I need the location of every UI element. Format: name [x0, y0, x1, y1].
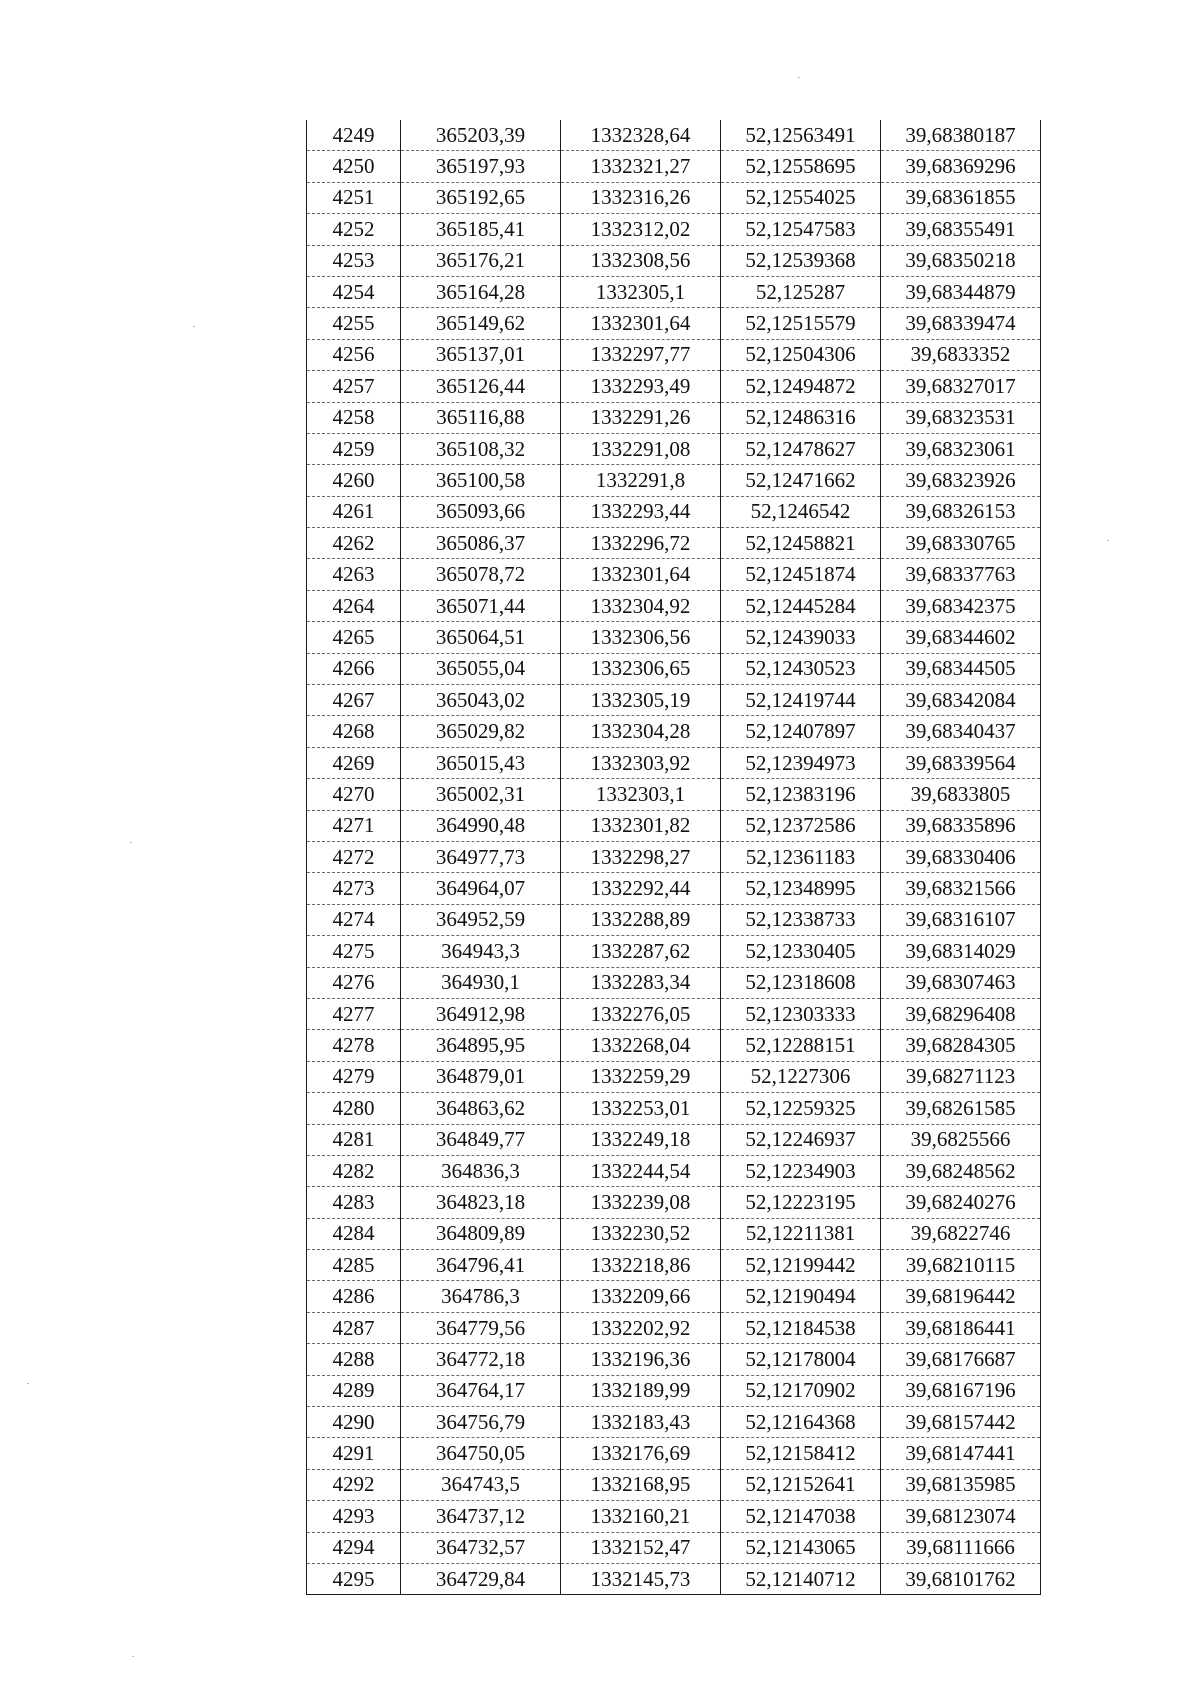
y-coordinate-cell: 1332312,02	[561, 214, 721, 245]
longitude-cell: 39,68123074	[881, 1501, 1041, 1532]
x-coordinate-cell: 364786,3	[401, 1281, 561, 1312]
longitude-cell: 39,68323531	[881, 402, 1041, 433]
longitude-cell: 39,68330765	[881, 528, 1041, 559]
y-coordinate-cell: 1332230,52	[561, 1218, 721, 1249]
longitude-cell: 39,68314029	[881, 936, 1041, 967]
point-number-cell: 4290	[307, 1407, 401, 1438]
x-coordinate-cell: 364809,89	[401, 1218, 561, 1249]
point-number-cell: 4264	[307, 590, 401, 621]
longitude-cell: 39,68339474	[881, 308, 1041, 339]
point-number-cell: 4255	[307, 308, 401, 339]
y-coordinate-cell: 1332303,1	[561, 779, 721, 810]
y-coordinate-cell: 1332253,01	[561, 1093, 721, 1124]
point-number-cell: 4251	[307, 182, 401, 213]
x-coordinate-cell: 364772,18	[401, 1344, 561, 1375]
x-coordinate-cell: 365100,58	[401, 465, 561, 496]
latitude-cell: 52,12558695	[721, 151, 881, 182]
x-coordinate-cell: 365086,37	[401, 528, 561, 559]
point-number-cell: 4284	[307, 1218, 401, 1249]
y-coordinate-cell: 1332196,36	[561, 1344, 721, 1375]
latitude-cell: 52,12140712	[721, 1563, 881, 1594]
longitude-cell: 39,68316107	[881, 904, 1041, 935]
table-row	[307, 528, 1041, 559]
x-coordinate-cell: 364836,3	[401, 1155, 561, 1186]
x-coordinate-cell: 365055,04	[401, 653, 561, 684]
y-coordinate-cell: 1332288,89	[561, 904, 721, 935]
latitude-cell: 52,12494872	[721, 371, 881, 402]
y-coordinate-cell: 1332321,27	[561, 151, 721, 182]
x-coordinate-cell: 365029,82	[401, 716, 561, 747]
y-coordinate-cell: 1332305,19	[561, 685, 721, 716]
longitude-cell: 39,6825566	[881, 1124, 1041, 1155]
point-number-cell: 4262	[307, 528, 401, 559]
table-row	[307, 245, 1041, 276]
latitude-cell: 52,12234903	[721, 1155, 881, 1186]
table-row	[307, 1563, 1041, 1594]
table-row	[307, 1250, 1041, 1281]
table-row	[307, 182, 1041, 213]
scan-speck	[798, 77, 800, 78]
y-coordinate-cell: 1332209,66	[561, 1281, 721, 1312]
y-coordinate-cell: 1332259,29	[561, 1061, 721, 1092]
longitude-cell: 39,68344505	[881, 653, 1041, 684]
x-coordinate-cell: 364823,18	[401, 1187, 561, 1218]
longitude-cell: 39,68271123	[881, 1061, 1041, 1092]
longitude-cell: 39,68323926	[881, 465, 1041, 496]
point-number-cell: 4263	[307, 559, 401, 590]
point-number-cell: 4260	[307, 465, 401, 496]
point-number-cell: 4281	[307, 1124, 401, 1155]
longitude-cell: 39,68355491	[881, 214, 1041, 245]
latitude-cell: 52,12486316	[721, 402, 881, 433]
latitude-cell: 52,12348995	[721, 873, 881, 904]
point-number-cell: 4275	[307, 936, 401, 967]
point-number-cell: 4257	[307, 371, 401, 402]
longitude-cell: 39,68186441	[881, 1312, 1041, 1343]
point-number-cell: 4293	[307, 1501, 401, 1532]
table-row	[307, 1155, 1041, 1186]
y-coordinate-cell: 1332298,27	[561, 841, 721, 872]
x-coordinate-cell: 364930,1	[401, 967, 561, 998]
point-number-cell: 4261	[307, 496, 401, 527]
x-coordinate-cell: 365164,28	[401, 276, 561, 307]
table-row	[307, 873, 1041, 904]
y-coordinate-cell: 1332176,69	[561, 1438, 721, 1469]
y-coordinate-cell: 1332249,18	[561, 1124, 721, 1155]
latitude-cell: 52,12439033	[721, 622, 881, 653]
longitude-cell: 39,68196442	[881, 1281, 1041, 1312]
table-row	[307, 747, 1041, 778]
latitude-cell: 52,12383196	[721, 779, 881, 810]
y-coordinate-cell: 1332239,08	[561, 1187, 721, 1218]
table-row	[307, 1281, 1041, 1312]
point-number-cell: 4279	[307, 1061, 401, 1092]
x-coordinate-cell: 365002,31	[401, 779, 561, 810]
table-row	[307, 998, 1041, 1029]
point-number-cell: 4266	[307, 653, 401, 684]
longitude-cell: 39,68321566	[881, 873, 1041, 904]
longitude-cell: 39,68176687	[881, 1344, 1041, 1375]
table-row	[307, 308, 1041, 339]
x-coordinate-cell: 364964,07	[401, 873, 561, 904]
y-coordinate-cell: 1332305,1	[561, 276, 721, 307]
longitude-cell: 39,68330406	[881, 841, 1041, 872]
y-coordinate-cell: 1332244,54	[561, 1155, 721, 1186]
point-number-cell: 4254	[307, 276, 401, 307]
x-coordinate-cell: 364943,3	[401, 936, 561, 967]
longitude-cell: 39,68344602	[881, 622, 1041, 653]
y-coordinate-cell: 1332308,56	[561, 245, 721, 276]
latitude-cell: 52,12147038	[721, 1501, 881, 1532]
table-row	[307, 936, 1041, 967]
point-number-cell: 4267	[307, 685, 401, 716]
x-coordinate-cell: 365093,66	[401, 496, 561, 527]
point-number-cell: 4268	[307, 716, 401, 747]
longitude-cell: 39,68248562	[881, 1155, 1041, 1186]
point-number-cell: 4272	[307, 841, 401, 872]
x-coordinate-cell: 365126,44	[401, 371, 561, 402]
point-number-cell: 4273	[307, 873, 401, 904]
latitude-cell: 52,12407897	[721, 716, 881, 747]
y-coordinate-cell: 1332291,26	[561, 402, 721, 433]
table-row	[307, 1407, 1041, 1438]
longitude-cell: 39,68261585	[881, 1093, 1041, 1124]
x-coordinate-cell: 364912,98	[401, 998, 561, 1029]
y-coordinate-cell: 1332160,21	[561, 1501, 721, 1532]
y-coordinate-cell: 1332145,73	[561, 1563, 721, 1594]
x-coordinate-cell: 364895,95	[401, 1030, 561, 1061]
table-row	[307, 1438, 1041, 1469]
point-number-cell: 4291	[307, 1438, 401, 1469]
y-coordinate-cell: 1332304,92	[561, 590, 721, 621]
longitude-cell: 39,68350218	[881, 245, 1041, 276]
table-row	[307, 120, 1041, 151]
x-coordinate-cell: 365071,44	[401, 590, 561, 621]
latitude-cell: 52,12178004	[721, 1344, 881, 1375]
y-coordinate-cell: 1332152,47	[561, 1532, 721, 1563]
longitude-cell: 39,68369296	[881, 151, 1041, 182]
scan-speck	[193, 326, 195, 327]
longitude-cell: 39,68340437	[881, 716, 1041, 747]
x-coordinate-cell: 364750,05	[401, 1438, 561, 1469]
y-coordinate-cell: 1332276,05	[561, 998, 721, 1029]
x-coordinate-cell: 365015,43	[401, 747, 561, 778]
scan-speck	[27, 1383, 29, 1384]
coordinates-table-body	[307, 120, 1041, 1595]
y-coordinate-cell: 1332301,82	[561, 810, 721, 841]
x-coordinate-cell: 364990,48	[401, 810, 561, 841]
table-row	[307, 1501, 1041, 1532]
y-coordinate-cell: 1332293,49	[561, 371, 721, 402]
latitude-cell: 52,12451874	[721, 559, 881, 590]
y-coordinate-cell: 1332304,28	[561, 716, 721, 747]
x-coordinate-cell: 364743,5	[401, 1469, 561, 1500]
scan-speck	[132, 1656, 134, 1657]
x-coordinate-cell: 365108,32	[401, 433, 561, 464]
latitude-cell: 52,12158412	[721, 1438, 881, 1469]
coordinates-table	[306, 120, 1041, 1595]
point-number-cell: 4282	[307, 1155, 401, 1186]
latitude-cell: 52,12318608	[721, 967, 881, 998]
table-row	[307, 1375, 1041, 1406]
x-coordinate-cell: 365185,41	[401, 214, 561, 245]
longitude-cell: 39,68135985	[881, 1469, 1041, 1500]
point-number-cell: 4292	[307, 1469, 401, 1500]
x-coordinate-cell: 365078,72	[401, 559, 561, 590]
y-coordinate-cell: 1332301,64	[561, 559, 721, 590]
point-number-cell: 4259	[307, 433, 401, 464]
table-row	[307, 1532, 1041, 1563]
longitude-cell: 39,68342375	[881, 590, 1041, 621]
table-row	[307, 810, 1041, 841]
longitude-cell: 39,68111666	[881, 1532, 1041, 1563]
table-row	[307, 653, 1041, 684]
table-row	[307, 716, 1041, 747]
x-coordinate-cell: 364863,62	[401, 1093, 561, 1124]
point-number-cell: 4265	[307, 622, 401, 653]
table-row	[307, 1469, 1041, 1500]
x-coordinate-cell: 365137,01	[401, 339, 561, 370]
latitude-cell: 52,12170902	[721, 1375, 881, 1406]
latitude-cell: 52,12211381	[721, 1218, 881, 1249]
x-coordinate-cell: 364952,59	[401, 904, 561, 935]
x-coordinate-cell: 364729,84	[401, 1563, 561, 1594]
point-number-cell: 4269	[307, 747, 401, 778]
x-coordinate-cell: 365197,93	[401, 151, 561, 182]
longitude-cell: 39,68344879	[881, 276, 1041, 307]
longitude-cell: 39,6833352	[881, 339, 1041, 370]
point-number-cell: 4285	[307, 1250, 401, 1281]
x-coordinate-cell: 365149,62	[401, 308, 561, 339]
x-coordinate-cell: 364849,77	[401, 1124, 561, 1155]
table-row	[307, 1218, 1041, 1249]
x-coordinate-cell: 364737,12	[401, 1501, 561, 1532]
x-coordinate-cell: 365176,21	[401, 245, 561, 276]
y-coordinate-cell: 1332316,26	[561, 182, 721, 213]
longitude-cell: 39,68240276	[881, 1187, 1041, 1218]
y-coordinate-cell: 1332292,44	[561, 873, 721, 904]
longitude-cell: 39,68380187	[881, 120, 1041, 151]
x-coordinate-cell: 365064,51	[401, 622, 561, 653]
y-coordinate-cell: 1332303,92	[561, 747, 721, 778]
scan-speck	[1107, 540, 1109, 541]
latitude-cell: 52,12547583	[721, 214, 881, 245]
x-coordinate-cell: 364796,41	[401, 1250, 561, 1281]
table-row	[307, 685, 1041, 716]
longitude-cell: 39,68296408	[881, 998, 1041, 1029]
x-coordinate-cell: 364764,17	[401, 1375, 561, 1406]
point-number-cell: 4295	[307, 1563, 401, 1594]
y-coordinate-cell: 1332328,64	[561, 120, 721, 151]
longitude-cell: 39,68342084	[881, 685, 1041, 716]
point-number-cell: 4274	[307, 904, 401, 935]
longitude-cell: 39,68147441	[881, 1438, 1041, 1469]
point-number-cell: 4256	[307, 339, 401, 370]
point-number-cell: 4250	[307, 151, 401, 182]
y-coordinate-cell: 1332291,08	[561, 433, 721, 464]
table-row	[307, 1187, 1041, 1218]
point-number-cell: 4276	[307, 967, 401, 998]
x-coordinate-cell: 364732,57	[401, 1532, 561, 1563]
table-row	[307, 779, 1041, 810]
latitude-cell: 52,12190494	[721, 1281, 881, 1312]
table-row	[307, 1093, 1041, 1124]
y-coordinate-cell: 1332293,44	[561, 496, 721, 527]
scan-speck	[130, 842, 132, 843]
latitude-cell: 52,12504306	[721, 339, 881, 370]
longitude-cell: 39,68361855	[881, 182, 1041, 213]
longitude-cell: 39,6833805	[881, 779, 1041, 810]
y-coordinate-cell: 1332168,95	[561, 1469, 721, 1500]
table-row	[307, 276, 1041, 307]
point-number-cell: 4258	[307, 402, 401, 433]
latitude-cell: 52,12246937	[721, 1124, 881, 1155]
latitude-cell: 52,12419744	[721, 685, 881, 716]
table-row	[307, 402, 1041, 433]
latitude-cell: 52,12143065	[721, 1532, 881, 1563]
latitude-cell: 52,12223195	[721, 1187, 881, 1218]
latitude-cell: 52,12515579	[721, 308, 881, 339]
y-coordinate-cell: 1332202,92	[561, 1312, 721, 1343]
longitude-cell: 39,6822746	[881, 1218, 1041, 1249]
longitude-cell: 39,68284305	[881, 1030, 1041, 1061]
latitude-cell: 52,12554025	[721, 182, 881, 213]
y-coordinate-cell: 1332301,64	[561, 308, 721, 339]
latitude-cell: 52,12478627	[721, 433, 881, 464]
x-coordinate-cell: 365192,65	[401, 182, 561, 213]
latitude-cell: 52,1227306	[721, 1061, 881, 1092]
point-number-cell: 4253	[307, 245, 401, 276]
x-coordinate-cell: 365203,39	[401, 120, 561, 151]
point-number-cell: 4249	[307, 120, 401, 151]
y-coordinate-cell: 1332287,62	[561, 936, 721, 967]
table-row	[307, 465, 1041, 496]
latitude-cell: 52,12259325	[721, 1093, 881, 1124]
longitude-cell: 39,68335896	[881, 810, 1041, 841]
longitude-cell: 39,68337763	[881, 559, 1041, 590]
table-row	[307, 214, 1041, 245]
table-row	[307, 371, 1041, 402]
table-row	[307, 1061, 1041, 1092]
latitude-cell: 52,12303333	[721, 998, 881, 1029]
point-number-cell: 4280	[307, 1093, 401, 1124]
x-coordinate-cell: 364756,79	[401, 1407, 561, 1438]
longitude-cell: 39,68101762	[881, 1563, 1041, 1594]
longitude-cell: 39,68210115	[881, 1250, 1041, 1281]
point-number-cell: 4287	[307, 1312, 401, 1343]
point-number-cell: 4271	[307, 810, 401, 841]
longitude-cell: 39,68326153	[881, 496, 1041, 527]
y-coordinate-cell: 1332306,65	[561, 653, 721, 684]
longitude-cell: 39,68167196	[881, 1375, 1041, 1406]
latitude-cell: 52,12361183	[721, 841, 881, 872]
y-coordinate-cell: 1332297,77	[561, 339, 721, 370]
x-coordinate-cell: 364779,56	[401, 1312, 561, 1343]
x-coordinate-cell: 365116,88	[401, 402, 561, 433]
table-row	[307, 967, 1041, 998]
longitude-cell: 39,68327017	[881, 371, 1041, 402]
table-row	[307, 151, 1041, 182]
y-coordinate-cell: 1332291,8	[561, 465, 721, 496]
table-row	[307, 1030, 1041, 1061]
y-coordinate-cell: 1332189,99	[561, 1375, 721, 1406]
latitude-cell: 52,12184538	[721, 1312, 881, 1343]
latitude-cell: 52,12458821	[721, 528, 881, 559]
point-number-cell: 4278	[307, 1030, 401, 1061]
x-coordinate-cell: 364879,01	[401, 1061, 561, 1092]
table-row	[307, 904, 1041, 935]
table-row	[307, 496, 1041, 527]
x-coordinate-cell: 365043,02	[401, 685, 561, 716]
latitude-cell: 52,12288151	[721, 1030, 881, 1061]
latitude-cell: 52,12330405	[721, 936, 881, 967]
point-number-cell: 4289	[307, 1375, 401, 1406]
table-row	[307, 590, 1041, 621]
latitude-cell: 52,1246542	[721, 496, 881, 527]
table-row	[307, 559, 1041, 590]
latitude-cell: 52,12164368	[721, 1407, 881, 1438]
point-number-cell: 4277	[307, 998, 401, 1029]
point-number-cell: 4270	[307, 779, 401, 810]
latitude-cell: 52,12445284	[721, 590, 881, 621]
y-coordinate-cell: 1332218,86	[561, 1250, 721, 1281]
longitude-cell: 39,68157442	[881, 1407, 1041, 1438]
y-coordinate-cell: 1332306,56	[561, 622, 721, 653]
x-coordinate-cell: 364977,73	[401, 841, 561, 872]
table-row	[307, 433, 1041, 464]
point-number-cell: 4294	[307, 1532, 401, 1563]
latitude-cell: 52,125287	[721, 276, 881, 307]
table-row	[307, 1312, 1041, 1343]
latitude-cell: 52,12539368	[721, 245, 881, 276]
longitude-cell: 39,68323061	[881, 433, 1041, 464]
y-coordinate-cell: 1332283,34	[561, 967, 721, 998]
table-row	[307, 339, 1041, 370]
longitude-cell: 39,68339564	[881, 747, 1041, 778]
point-number-cell: 4286	[307, 1281, 401, 1312]
latitude-cell: 52,12563491	[721, 120, 881, 151]
latitude-cell: 52,12152641	[721, 1469, 881, 1500]
table-row	[307, 622, 1041, 653]
latitude-cell: 52,12199442	[721, 1250, 881, 1281]
point-number-cell: 4252	[307, 214, 401, 245]
table-row	[307, 841, 1041, 872]
point-number-cell: 4283	[307, 1187, 401, 1218]
latitude-cell: 52,12372586	[721, 810, 881, 841]
y-coordinate-cell: 1332183,43	[561, 1407, 721, 1438]
latitude-cell: 52,12394973	[721, 747, 881, 778]
latitude-cell: 52,12430523	[721, 653, 881, 684]
table-row	[307, 1124, 1041, 1155]
table-row	[307, 1344, 1041, 1375]
longitude-cell: 39,68307463	[881, 967, 1041, 998]
point-number-cell: 4288	[307, 1344, 401, 1375]
y-coordinate-cell: 1332268,04	[561, 1030, 721, 1061]
latitude-cell: 52,12471662	[721, 465, 881, 496]
y-coordinate-cell: 1332296,72	[561, 528, 721, 559]
latitude-cell: 52,12338733	[721, 904, 881, 935]
